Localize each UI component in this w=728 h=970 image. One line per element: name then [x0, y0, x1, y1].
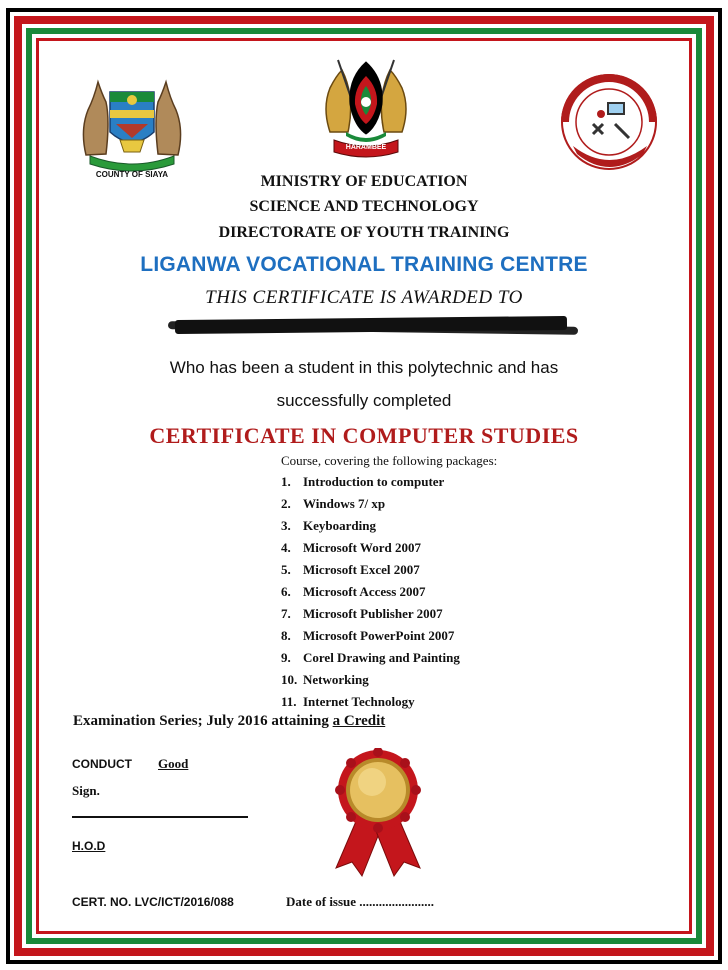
list-item: 9. Corel Drawing and Painting: [281, 650, 460, 665]
list-item: 3. Keyboarding: [281, 518, 376, 533]
exam-grade: a Credit: [332, 713, 386, 729]
awarded-to-line: THIS CERTIFICATE IS AWARDED TO: [205, 287, 523, 308]
county-coat-of-arms-icon: [76, 70, 188, 182]
harambee-banner: HARAMBEE: [345, 144, 387, 151]
ministry-line: MINISTRY OF EDUCATION: [260, 173, 468, 190]
list-item: 10. Networking: [281, 672, 369, 687]
list-item: 4. Microsoft Word 2007: [281, 540, 421, 555]
aro-vtc-ring-icon: [557, 72, 661, 176]
list-item: 7. Microsoft Publisher 2007: [281, 606, 443, 621]
list-item: 6. Microsoft Access 2007: [281, 584, 426, 599]
award-seal-icon: [316, 748, 440, 878]
conduct-label: CONDUCT: [72, 757, 132, 771]
county-caption: COUNTY OF SIAYA: [95, 170, 169, 179]
conduct-value: Good: [158, 756, 189, 771]
kenya-coat-of-arms: [316, 52, 416, 162]
list-item: 2. Windows 7/ xp: [281, 496, 386, 511]
list-item: 8. Microsoft PowerPoint 2007: [281, 628, 455, 643]
list-item: 1. Introduction to computer: [281, 474, 445, 489]
gold-seal: [316, 748, 440, 878]
certificate-number: CERT. NO. LVC/ICT/2016/088: [72, 895, 234, 909]
hod-label: H.O.D: [72, 839, 106, 853]
science-line: SCIENCE AND TECHNOLOGY: [249, 198, 479, 215]
sign-label: Sign.: [72, 783, 100, 798]
list-item: 5. Microsoft Excel 2007: [281, 562, 420, 577]
student-line-1: Who has been a student in this polytechnic and has: [169, 358, 559, 377]
date-of-issue: Date of issue .......................: [286, 894, 435, 909]
certificate-title: CERTIFICATE IN COMPUTER STUDIES: [149, 423, 579, 448]
exam-line: [73, 713, 385, 730]
list-item: 11. Internet Technology: [281, 694, 415, 709]
directorate-line: DIRECTORATE OF YOUTH TRAINING: [218, 224, 510, 241]
student-line-2: successfully completed: [276, 391, 452, 410]
course-intro: Course, covering the following packages:: [281, 453, 498, 468]
exam-prefix: Examination Series; July 2016 attaining: [73, 713, 333, 729]
county-of-siaya-emblem: [76, 70, 188, 182]
centre-name: LIGANWA VOCATIONAL TRAINING CENTRE: [140, 253, 588, 276]
aro-vtc-logo: [557, 72, 661, 176]
signature-line: [72, 816, 248, 818]
